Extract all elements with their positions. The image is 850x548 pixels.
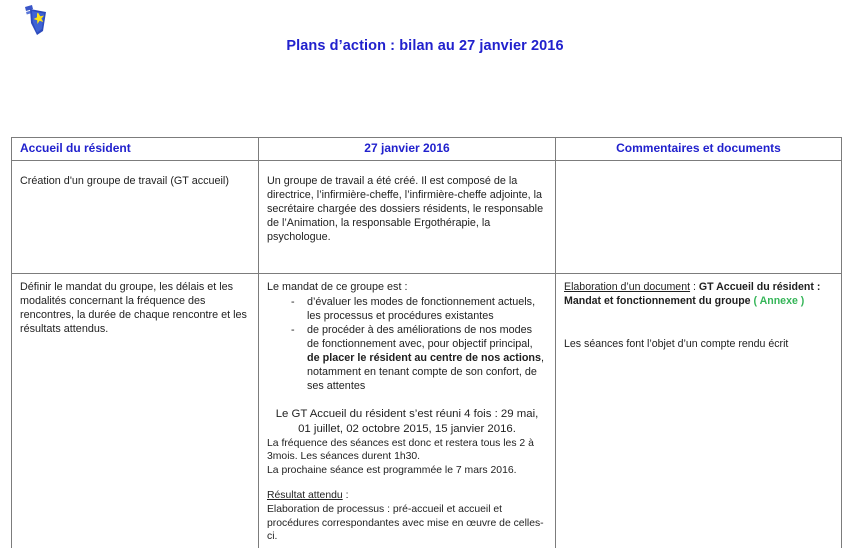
table-header-row — [12, 138, 842, 161]
table-row — [12, 160, 842, 273]
expected-result-text: Elaboration de processus : pré-accueil et accueil et procédures correspondantes avec mise en œuvre de celles-ci. — [267, 504, 544, 543]
mandate-intro: Le mandat de ce groupe est : — [267, 280, 408, 293]
expected-result-heading — [267, 489, 547, 503]
table-row — [12, 273, 842, 548]
row1-status-text: Un groupe de travail a été créé. Il est composé de la directrice, l’infirmière-cheffe, l’infirmière-cheffe adjointe, la secrétaire chargée des dossiers résidents, le responsable de l’Animation, la responsable Ergothérapie, la psychologue. — [267, 174, 544, 243]
bullet2-text-bold: de placer le résident au centre de nos actions — [307, 351, 542, 364]
document-reference-sep: : — [690, 280, 699, 293]
annexe-tag: ( Annexe ) — [753, 294, 805, 307]
expected-result-colon: : — [342, 490, 349, 502]
bullet2-text-pre: de procéder à des améliorations de nos modes de fonctionnement avec, pour objectif principal, — [307, 323, 533, 350]
header-accueil-du-resident: Accueil du résident — [12, 138, 259, 161]
organization-logo-icon — [22, 3, 50, 36]
document-reference-title: GT Accueil du résident : Mandat et fonctionnement du groupe — [564, 280, 821, 307]
row2-action-text: Définir le mandat du groupe, les délais et les modalités concernant la fréquence des rencontres, la durée de chaque rencontre et les résultats attendus. — [20, 280, 247, 335]
mandate-bullet-1-text: d’évaluer les modes de fonctionnement actuels, les processus et procédures existantes — [307, 295, 536, 322]
document-reference — [564, 280, 833, 309]
next-meeting-note: La prochaine séance est programmée le 7 mars 2016. — [267, 464, 517, 476]
meetings-summary: Le GT Accueil du résident s’est réuni 4 fois : 29 mai, 01 juillet, 02 octobre 2015, 15 janvier 2016. — [275, 407, 539, 435]
mandate-bullet-1 — [285, 295, 547, 323]
row2-status-cell — [259, 273, 556, 548]
header-date-column: 27 janvier 2016 — [259, 138, 556, 161]
row2-comments-cell — [556, 273, 842, 548]
document-reference-label: Elaboration d’un document — [564, 280, 691, 293]
meeting-frequency-note: La fréquence des séances est donc et restera tous les 2 à 3mois. Les séances durent 1h30. — [267, 437, 534, 463]
bullet2-text-post: , notamment en tenant compte de son confort, de ses attentes — [307, 351, 545, 392]
row2-action-cell — [12, 273, 259, 548]
row1-action-cell — [12, 160, 259, 273]
minutes-note: Les séances font l’objet d’un compte rendu écrit — [564, 338, 789, 351]
expected-result-block — [267, 489, 547, 543]
header-commentaires: Commentaires et documents — [556, 138, 842, 161]
page-title: Plans d’action : bilan au 27 janvier 2016 — [286, 38, 564, 54]
mandate-bullet-2-text — [307, 323, 547, 393]
mandate-bullet-2 — [285, 323, 547, 393]
bullet-dash-icon: - — [291, 323, 295, 336]
row1-comments-cell — [556, 160, 842, 273]
row1-action-text: Création d'un groupe de travail (GT accueil) — [20, 174, 229, 187]
row1-status-cell — [259, 160, 556, 273]
bullet-dash-icon: - — [291, 295, 295, 308]
expected-result-label: Résultat attendu — [267, 490, 343, 502]
action-plan-table — [11, 137, 842, 548]
